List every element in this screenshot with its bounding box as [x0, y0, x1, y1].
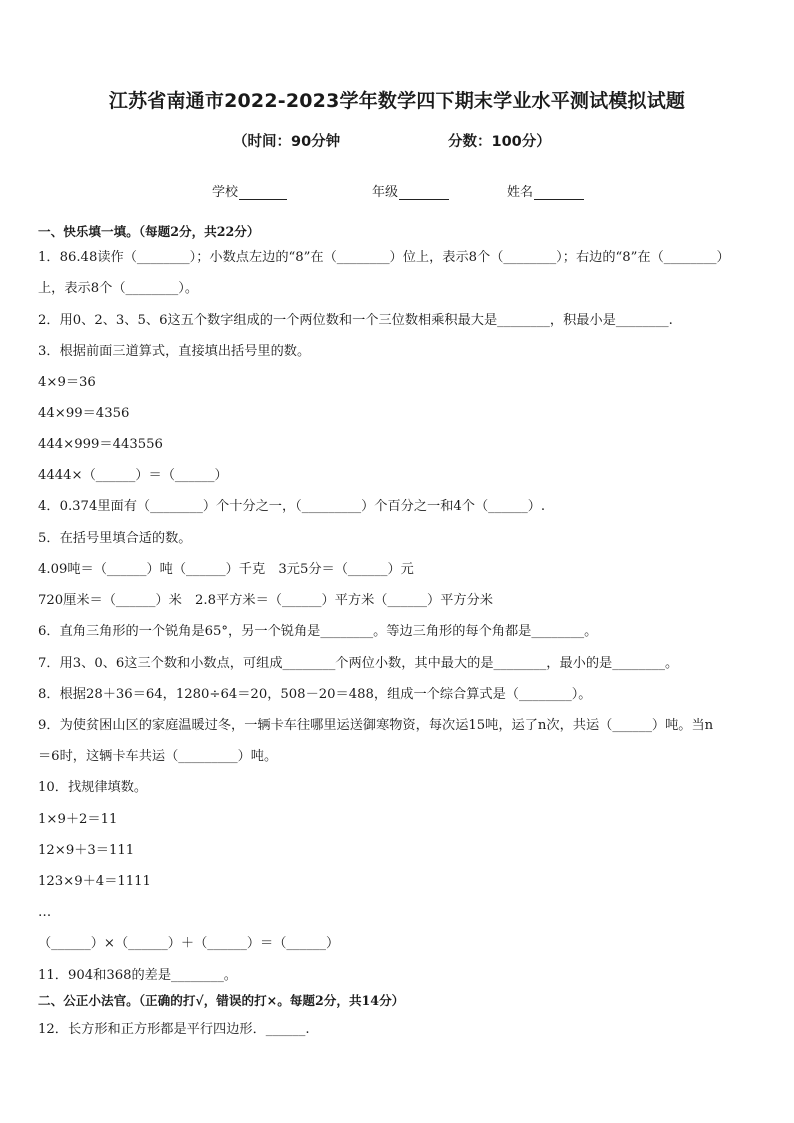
section-2-heading: 二、公正小法官。（正确的打√，错误的打×。每题2分，共14分） — [38, 993, 405, 1008]
grade-label: 年级 — [372, 185, 399, 200]
time-limit: （时间：90分钟 — [233, 134, 341, 150]
page-title: 江苏省南通市2022-2023学年数学四下期末学业水平测试模拟试题 — [108, 90, 686, 112]
question-7: 7．用3、0、6这三个数和小数点，可组成________个两位小数，其中最大的是________，最小的是________。 — [38, 656, 679, 671]
school-field — [212, 181, 287, 199]
equation-line: 4×9＝36 — [38, 375, 96, 390]
name-field — [507, 181, 584, 199]
question-8: 8．根据28＋36＝64，1280÷64＝20，508－20＝488，组成一个综合算式是（________）。 — [38, 687, 592, 702]
question-6: 6．直角三角形的一个锐角是65°，另一个锐角是________。等边三角形的每个角都是________。 — [38, 624, 598, 639]
question-9-line-1: 9．为使贫困山区的家庭温暖过冬，一辆卡车往哪里运送御寒物资，每次运15吨，运了n次，共运（______）吨。当n — [38, 718, 714, 733]
question-5-line-2: 720厘米＝（______）米 2.8平方米＝（______）平方米（______）平方分米 — [38, 593, 493, 608]
name-label: 姓名 — [507, 185, 534, 200]
question-12: 12．长方形和正方形都是平行四边形．______. — [38, 1022, 310, 1037]
grade-field — [372, 181, 449, 199]
question-3: 3．根据前面三道算式，直接填出括号里的数。 — [38, 344, 311, 359]
equation-line: （______）×（______）＋（______）＝（______） — [38, 936, 340, 951]
equation-line: 1×9＋2＝11 — [38, 812, 118, 827]
equation-line: 12×9＋3＝111 — [38, 843, 135, 858]
equation-line: 123×9＋4＝1111 — [38, 874, 151, 889]
name-blank[interactable] — [534, 185, 584, 200]
question-4: 4．0.374里面有（________）个十分之一，（_________）个百分之一和4个（______）. — [38, 499, 546, 514]
equation-line: 44×99＝4356 — [38, 406, 130, 421]
total-score: 分数：100分） — [448, 134, 551, 150]
question-9-line-2: ＝6时，这辆卡车共运（_________）吨。 — [38, 749, 278, 764]
question-5-line-1: 4.09吨＝（______）吨（______）千克 3元5分＝（______）元 — [38, 562, 414, 577]
question-5: 5．在括号里填合适的数。 — [38, 531, 192, 546]
question-10: 10．找规律填数。 — [38, 780, 148, 795]
exam-info — [0, 130, 794, 150]
school-label: 学校 — [212, 185, 239, 200]
equation-line: 4444×（______）＝（______） — [38, 468, 228, 483]
school-blank[interactable] — [239, 185, 287, 200]
question-11: 11．904和368的差是________。 — [38, 968, 237, 983]
ellipsis-line: … — [38, 905, 52, 920]
question-2: 2．用0、2、3、5、6这五个数字组成的一个两位数和一个三位数相乘积最大是________，积最小是________. — [38, 313, 673, 328]
grade-blank[interactable] — [399, 185, 449, 200]
equation-line: 444×999＝443556 — [38, 437, 163, 452]
question-1-line-2: 上，表示8个（________）。 — [38, 281, 199, 296]
section-1-heading: 一、快乐填一填。（每题2分，共22分） — [38, 224, 260, 239]
question-1-line-1: 1．86.48读作（________）；小数点左边的“8”在（________）位上，表示8个（________）；右边的“8”在（________） — [38, 250, 730, 265]
